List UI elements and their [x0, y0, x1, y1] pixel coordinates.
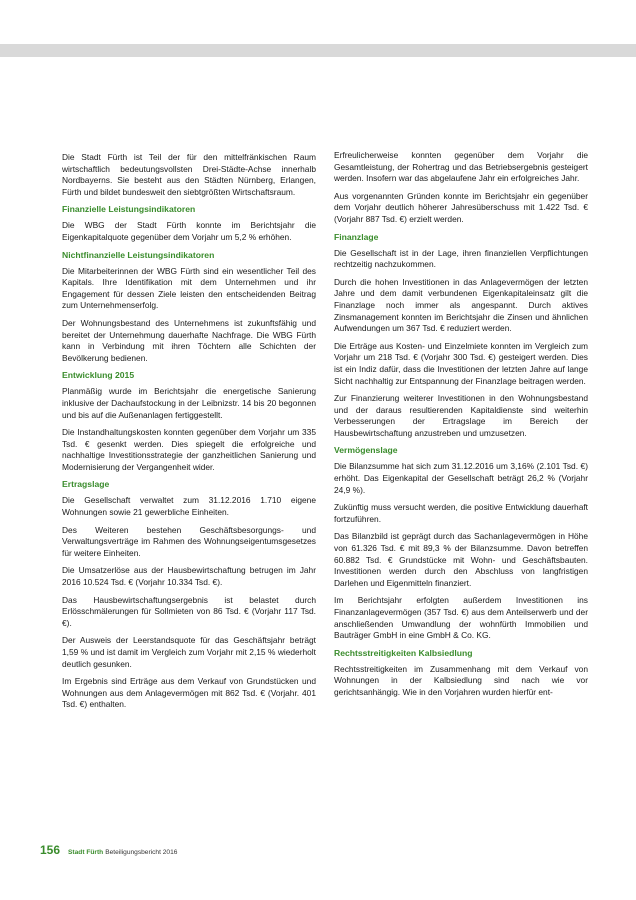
- paragraph: Der Ausweis der Leerstandsquote für das Geschäftsjahr beträgt 1,59 % und ist damit im Vergleich zum Vorjahr mit 2,15 % wiederholt deutlich gesunken.: [62, 635, 316, 669]
- paragraph: Erfreulicherweise konnten gegenüber dem Vorjahr die Gesamtleistung, der Rohertrag und das Betriebsergebnis gesteigert werden. Insofern war das abgelaufene Jahr ein erfolgreiches Jahr.: [334, 150, 588, 184]
- paragraph: Zukünftig muss versucht werden, die positive Entwicklung dauerhaft fortzuführen.: [334, 502, 588, 524]
- header-bar: [0, 44, 636, 57]
- paragraph: Im Berichtsjahr erfolgten außerdem Investitionen ins Finanzanlagevermögen (357 Tsd. €) aus dem Anteilserwerb und der anschließenden Umwandlung der wohnfürth Immobilien und Bauträger GmbH in eine GmbH & Co. KG.: [334, 595, 588, 641]
- section-heading-financial-position: Finanzlage: [334, 231, 379, 242]
- section-heading-nonfinancial-indicators: Nichtfinanzielle Leistungsindikatoren: [62, 249, 215, 260]
- paragraph: Der Wohnungsbestand des Unternehmens ist zukunftsfähig und bereitet der Unternehmung dauerhafte Nachfrage. Die WBG Fürth kann in Verbindung mit ihren Töchtern alle Schichten der Bevölkerung bedienen.: [62, 317, 316, 363]
- paragraph: Die Erträge aus Kosten- und Einzelmiete konnten im Vergleich zum Vorjahr um 218 Tsd. € (Vorjahr 300 Tsd. €) gesteigert werden. Dies ist ein Indiz dafür, dass die Investitionen der letzten Jahre auf lange Sicht nachhaltig zur Entspannung der Finanzlage beitragen werden.: [334, 340, 588, 386]
- section-heading-development: Entwicklung 2015: [62, 370, 135, 381]
- footer-city: Stadt Fürth: [68, 849, 104, 856]
- paragraph: Die Gesellschaft verwaltet zum 31.12.2016 1.710 eigene Wohnungen sowie 21 gewerbliche Einheiten.: [62, 495, 316, 518]
- paragraph: Planmäßig wurde im Berichtsjahr die energetische Sanierung inklusive der Dachaufstockung in der Leibnizstr. 14 bis 20 begonnen und bis auf die Außenanlagen fertiggestellt.: [62, 386, 316, 420]
- section-heading-litigation: Rechtsstreitigkeiten Kalbsiedlung: [334, 647, 473, 658]
- paragraph: Das Hausbewirtschaftungsergebnis ist belastet durch Erlösschmälerungen für Sollmieten von 86 Tsd. € (Vorjahr 117 Tsd. €).: [62, 594, 316, 628]
- section-heading-earnings: Ertragslage: [62, 479, 110, 490]
- section-heading-assets: Vermögenslage: [334, 445, 398, 456]
- paragraph: Rechtsstreitigkeiten im Zusammenhang mit dem Verkauf von Wohnungen in der Kalbsiedlung sind nach wie vor gerichtsanhängig. Wie in den Vorjahren wurden hierfür ent-: [334, 663, 588, 697]
- paragraph: Die Bilanzsumme hat sich zum 31.12.2016 um 3,16% (2.101 Tsd. €) erhöht. Das Eigenkapital der Gesellschaft beträgt 26,2 % (Vorjahr 24,9 %).: [334, 461, 588, 495]
- paragraph: Aus vorgenannten Gründen konnte im Berichtsjahr ein gegenüber dem Vorjahr deutlich höherer Jahresüberschuss mit 1.422 Tsd. € (Vorjahr 887 Tsd. €) erzielt werden.: [334, 190, 588, 224]
- paragraph: Die WBG der Stadt Fürth konnte im Berichtsjahr die Eigenkapitalquote gegenüber dem Vorjahr um 5,2 % erhöhen.: [62, 220, 316, 242]
- paragraph: Die Instandhaltungskosten konnten gegenüber dem Vorjahr um 335 Tsd. € gesenkt werden. Dies spiegelt die erfolgreiche und nachhaltige Investitionsstrategie der ganzheitlichen Sanierung und Modernisierung der Vergangenheit wider.: [62, 427, 316, 472]
- left-column: [62, 152, 316, 717]
- paragraph: Durch die hohen Investitionen in das Anlagevermögen der letzten Jahre und dem damit verbundenen Eigenkapitaleinsatz gilt die Finanzlage noch immer als angespannt. Durch aktives Zinsmanagement konnten im Berichtsjahr die Zinsen und ähnlichen Aufwendungen um 367 Tsd. € reduziert werden.: [334, 276, 588, 334]
- paragraph: Im Ergebnis sind Erträge aus dem Verkauf von Grundstücken und Wohnungen aus dem Anlagevermögen mit 862 Tsd. € (Vorjahr. 401 Tsd. €) enthalten.: [62, 676, 316, 710]
- section-heading-financial-indicators: Finanzielle Leistungsindikatoren: [62, 204, 196, 215]
- paragraph: Zur Finanzierung weiterer Investitionen in den Wohnungsbestand und der daraus resultierenden Kapitaldienste sind weiterhin Verbesserungen der Ertragslage im Bereich der Hausbewirtschaftung anzustreben und umzusetzen.: [334, 393, 588, 438]
- page-number: 156: [40, 843, 61, 857]
- paragraph: Die Stadt Fürth ist Teil der für den mittelfränkischen Raum wirtschaftlich bedeutungsvollsten Drei-Städte-Achse innerhalb Nordbayerns. Sie besteht aus den Städten Nürnberg, Erlangen, Fürth und bildet bundesweit den siebtgrößten Wirtschaftsraum.: [62, 152, 316, 197]
- paragraph: Die Umsatzerlöse aus der Hausbewirtschaftung betrugen im Jahr 2016 10.524 Tsd. € (Vorjahr 10.334 Tsd. €).: [62, 565, 316, 588]
- right-column: [334, 150, 588, 705]
- paragraph: Die Gesellschaft ist in der Lage, ihren finanziellen Verpflichtungen rechtzeitig nachzukommen.: [334, 247, 588, 270]
- page-footer: [40, 843, 177, 857]
- paragraph: Des Weiteren bestehen Geschäftsbesorgungs- und Verwaltungsverträge im Rahmen des Wohnungseigentumsgesetzes für weitere Einheiten.: [62, 524, 316, 558]
- footer-document-title: Beteiligungsbericht 2016: [105, 849, 178, 856]
- paragraph: Das Bilanzbild ist geprägt durch das Sachanlagevermögen in Höhe von 61.326 Tsd. € mit 89,3 % der Bilanzsumme. Davon betreffen 60.882 Tsd. € Grundstücke mit Wohn- und Geschäftsbauten. Investitionen werden durch den Abschluss von langfristigen Darlehen und Eigenmitteln finanziert.: [334, 531, 588, 588]
- paragraph: Die Mitarbeiterinnen der WBG Fürth sind ein wesentlicher Teil des Kapitals. Ihre Identifikation mit dem Unternehmen und ihr Engagement für dessen Ziele leisten den entscheidenden Beitrag zum Unternehmenserfolg.: [62, 265, 316, 311]
